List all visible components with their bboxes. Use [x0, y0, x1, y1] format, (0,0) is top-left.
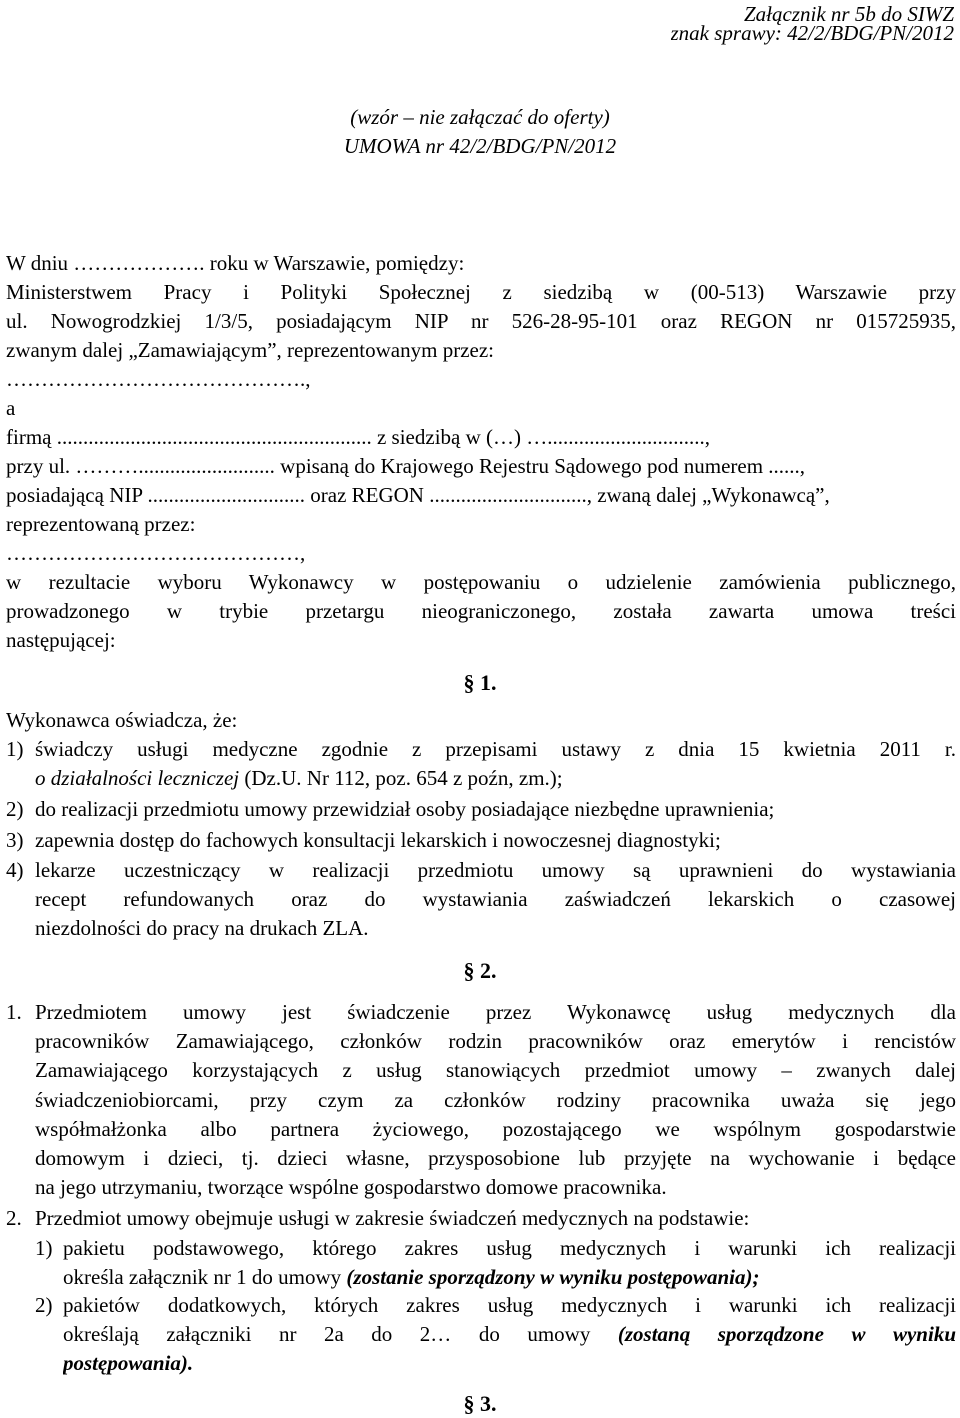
section-2-heading: § 2.: [463, 958, 497, 983]
paragraph-text: współmałżonka albo partnera życiowego, pozostającego we wspólnym gospodarstwie: [35, 1117, 956, 1141]
list-item-text: recept refundowanych oraz do wystawiania zaświadczeń lekarskich o czasowej: [35, 887, 956, 911]
intro-line: reprezentowaną przez:: [6, 512, 196, 536]
list-number: 2): [6, 797, 24, 821]
list-item-text: do realizacji przedmiotu umowy przewidział osoby posiadające niezbędne uprawnienia;: [35, 797, 775, 821]
list-item-text: świadczy usługi medyczne zgodnie z przepisami ustawy z dnia 15 kwietnia 2011 r.: [35, 737, 956, 761]
list-item-text: [63, 1320, 956, 1349]
list-item-text: [35, 764, 956, 793]
paragraph-text: Zamawiającego korzystających z usług stanowiących przedmiot umowy – zwanych dalej: [35, 1058, 956, 1082]
intro-line: a: [6, 396, 16, 420]
list-number: 4): [6, 858, 24, 882]
annex-note: (zostanie sporządzony w wyniku postępowania);: [346, 1265, 760, 1289]
annex-label: Załącznik nr 5b do SIWZ: [744, 2, 954, 26]
annex-reference: określa załącznik nr 1 do umowy: [63, 1265, 347, 1289]
list-number: 2): [35, 1293, 53, 1317]
intro-line: przy ul. ……….......................... wpisaną do Krajowego Rejestru Sądowego pod numerem ......,: [6, 454, 806, 478]
paragraph-text: pracowników Zamawiającego, członków rodzin pracowników oraz emerytów i rencistów: [35, 1029, 956, 1053]
paragraph-number: 1.: [6, 1000, 22, 1024]
list-item-text: [63, 1263, 956, 1292]
list-item-text: niezdolności do pracy na drukach ZLA.: [35, 916, 369, 940]
list-item-text: zapewnia dostęp do fachowych konsultacji lekarskich i nowoczesnej diagnostyki;: [35, 828, 721, 852]
paragraph-text: domowym i dzieci, tj. dzieci własne, przysposobione lub przyjęte na wychowanie i będące: [35, 1146, 956, 1170]
annex-note: (zostaną sporządzone w wyniku: [617, 1322, 956, 1346]
section-3-heading: § 3.: [463, 1391, 497, 1416]
intro-line: w rezultacie wyboru Wykonawcy w postępowaniu o udzielenie zamówienia publicznego,: [6, 570, 956, 594]
list-item-text: lekarze uczestniczący w realizacji przedmiotu umowy są uprawnieni do wystawiania: [35, 858, 956, 882]
act-title: o działalności leczniczej: [35, 766, 240, 790]
list-item-text: pakietu podstawowego, którego zakres usług medycznych i warunki ich realizacji: [63, 1236, 956, 1260]
paragraph-text: na jego utrzymaniu, tworzące wspólne gospodarstwo domowe pracownika.: [35, 1175, 667, 1199]
list-item-text: pakietów dodatkowych, których zakres usług medycznych i warunki ich realizacji: [63, 1293, 956, 1317]
intro-line: posiadającą NIP .............................. oraz REGON .............................., zwaną dalej „Wykonawcą”,: [6, 483, 830, 507]
list-number: 1): [35, 1236, 53, 1260]
template-note: (wzór – nie załączać do oferty): [350, 105, 610, 129]
intro-line: zwanym dalej „Zamawiającym”, reprezentowanym przez:: [6, 338, 494, 362]
act-reference: (Dz.U. Nr 112, poz. 654 z poźn, zm.);: [239, 766, 563, 790]
paragraph-text: Przedmiot umowy obejmuje usługi w zakresie świadczeń medycznych na podstawie:: [35, 1206, 750, 1230]
intro-line: ……………………………………,: [6, 541, 306, 565]
list-number: 1): [6, 737, 24, 761]
intro-line: firmą ............................................................ z siedzibą w (…) …..............................,: [6, 425, 711, 449]
intro-line: W dniu ………………. roku w Warszawie, pomiędzy:: [6, 251, 465, 275]
intro-line: następującej:: [6, 628, 116, 652]
annex-reference: określają załączniki nr 2a do 2… do umowy: [63, 1322, 618, 1346]
section-1-lead: Wykonawca oświadcza, że:: [6, 708, 238, 732]
intro-line: …………………………………….,: [6, 367, 311, 391]
section-1-heading: § 1.: [463, 670, 497, 695]
intro-line: ul. Nowogrodzkiej 1/3/5, posiadającym NIP nr 526-28-95-101 oraz REGON nr 015725935,: [6, 309, 956, 333]
case-reference: znak sprawy: 42/2/BDG/PN/2012: [670, 21, 954, 45]
list-number: 3): [6, 828, 24, 852]
list-item-text: postępowania).: [63, 1351, 194, 1375]
intro-line: Ministerstwem Pracy i Polityki Społecznej z siedzibą w (00-513) Warszawie przy: [6, 280, 956, 304]
paragraph-number: 2.: [6, 1206, 22, 1230]
paragraph-text: Przedmiotem umowy jest świadczenie przez Wykonawcę usług medycznych dla: [35, 1000, 956, 1024]
paragraph-text: świadczeniobiorcami, przy czym za członków rodziny pracownika uważa się jego: [35, 1088, 956, 1112]
contract-title: UMOWA nr 42/2/BDG/PN/2012: [343, 134, 617, 158]
intro-line: prowadzonego w trybie przetargu nieograniczonego, została zawarta umowa treści: [6, 599, 956, 623]
